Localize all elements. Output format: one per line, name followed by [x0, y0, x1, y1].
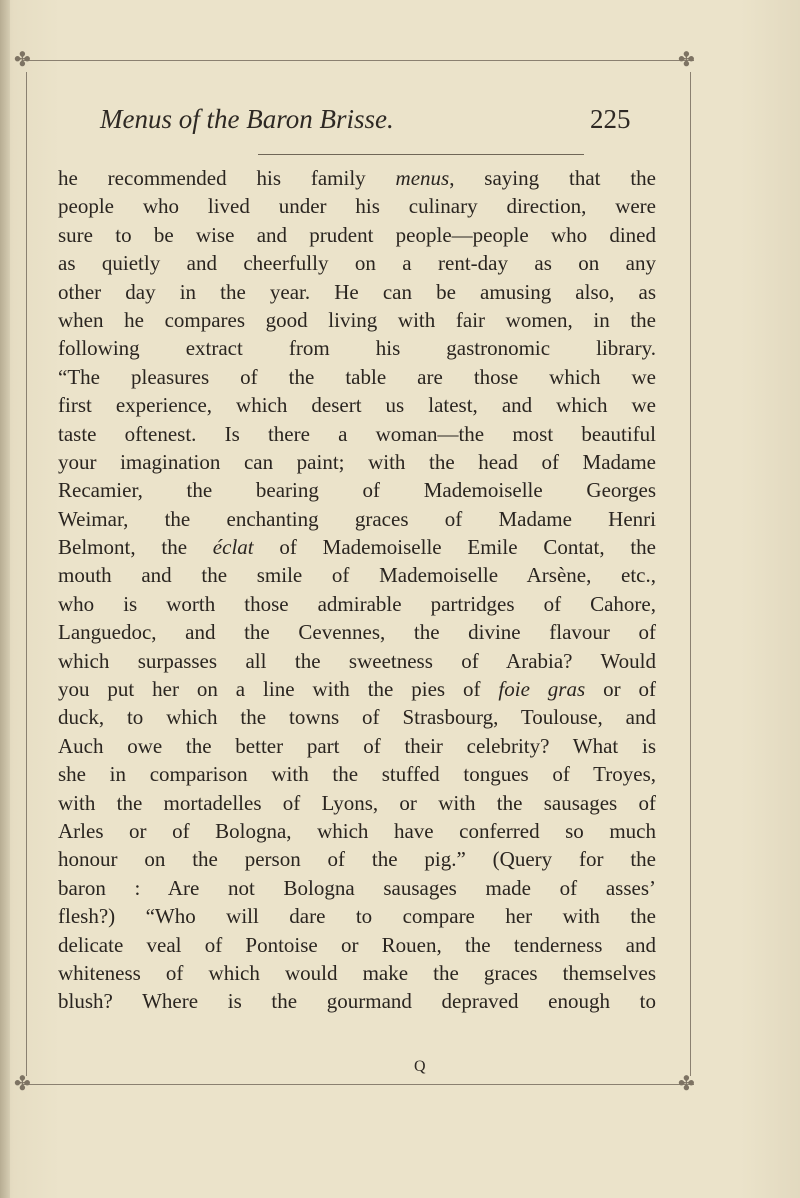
text-line: duck, to which the towns of Strasbourg, Toulouse, and: [58, 705, 656, 730]
italic-term: foie gras: [498, 677, 586, 702]
italic-term: éclat: [212, 535, 254, 560]
text-line: first experience, which desert us latest, and which we: [58, 393, 656, 418]
text-line: mouth and the smile of Mademoiselle Arsène, etc.,: [58, 563, 656, 588]
bottom-border-rule: [22, 1084, 694, 1085]
text-line: other day in the year. He can be amusing also, as: [58, 279, 656, 304]
corner-ornament-icon: ✤: [14, 1073, 31, 1095]
left-border-rule: [26, 72, 27, 1076]
text-line: you put her on a line with the pies of foie gras or of: [58, 677, 656, 702]
text-line: following extract from his gastronomic library.: [58, 336, 656, 361]
text-line: people who lived under his culinary direction, were: [58, 194, 656, 219]
text-line: honour on the person of the pig.” (Query for the: [58, 847, 656, 872]
top-border-rule: [22, 60, 694, 61]
text-line: your imagination can paint; with the head of Madame: [58, 449, 656, 474]
body-text: [58, 164, 656, 1016]
corner-ornament-icon: ✤: [14, 49, 31, 71]
corner-ornament-icon: ✤: [678, 49, 695, 71]
text-line: taste oftenest. Is there a woman—the most beautiful: [58, 421, 656, 446]
running-title: Menus of the Baron Brisse.: [100, 104, 394, 134]
text-line: whiteness of which would make the graces themselves: [58, 960, 656, 985]
text-line: Arles or of Bologna, which have conferred so much: [58, 818, 656, 843]
corner-ornament-icon: ✤: [678, 1073, 695, 1095]
text-line: he recommended his family menus, saying that the: [58, 166, 656, 190]
text-line: with the mortadelles of Lyons, or with the sausages of: [58, 790, 656, 815]
text-line: which surpasses all the sweetness of Arabia? Would: [58, 648, 656, 673]
book-spine-shadow: [0, 0, 10, 1198]
text-line: delicate veal of Pontoise or Rouen, the tenderness and: [58, 932, 656, 957]
text-line: sure to be wise and prudent people—people who dined: [58, 222, 656, 247]
text-line: she in comparison with the stuffed tongues of Troyes,: [58, 762, 656, 787]
text-line: who is worth those admirable partridges of Cahore,: [58, 591, 656, 616]
text-line: blush? Where is the gourmand depraved enough to: [58, 989, 656, 1014]
text-line: Recamier, the bearing of Mademoiselle Georges: [58, 478, 656, 503]
text-line: Weimar, the enchanting graces of Madame Henri: [58, 506, 656, 531]
page-number: 225: [590, 104, 631, 134]
text-line: Auch owe the better part of their celebrity? What is: [58, 733, 656, 758]
text-line: when he compares good living with fair women, in the: [58, 307, 656, 332]
text-line: as quietly and cheerfully on a rent-day as on any: [58, 251, 656, 276]
text-line: Belmont, the éclat of Mademoiselle Emile Contat, the: [58, 535, 656, 560]
text-line: flesh?) “Who will dare to compare her with the: [58, 904, 656, 929]
text-line: “The pleasures of the table are those which we: [58, 364, 656, 389]
right-border-rule: [690, 72, 691, 1076]
italic-term: menus: [395, 166, 450, 190]
signature-mark: Q: [414, 1058, 426, 1075]
text-line: Languedoc, and the Cevennes, the divine flavour of: [58, 620, 656, 645]
text-line: baron : Are not Bologna sausages made of asses’: [58, 875, 656, 900]
header-rule: [258, 154, 584, 155]
